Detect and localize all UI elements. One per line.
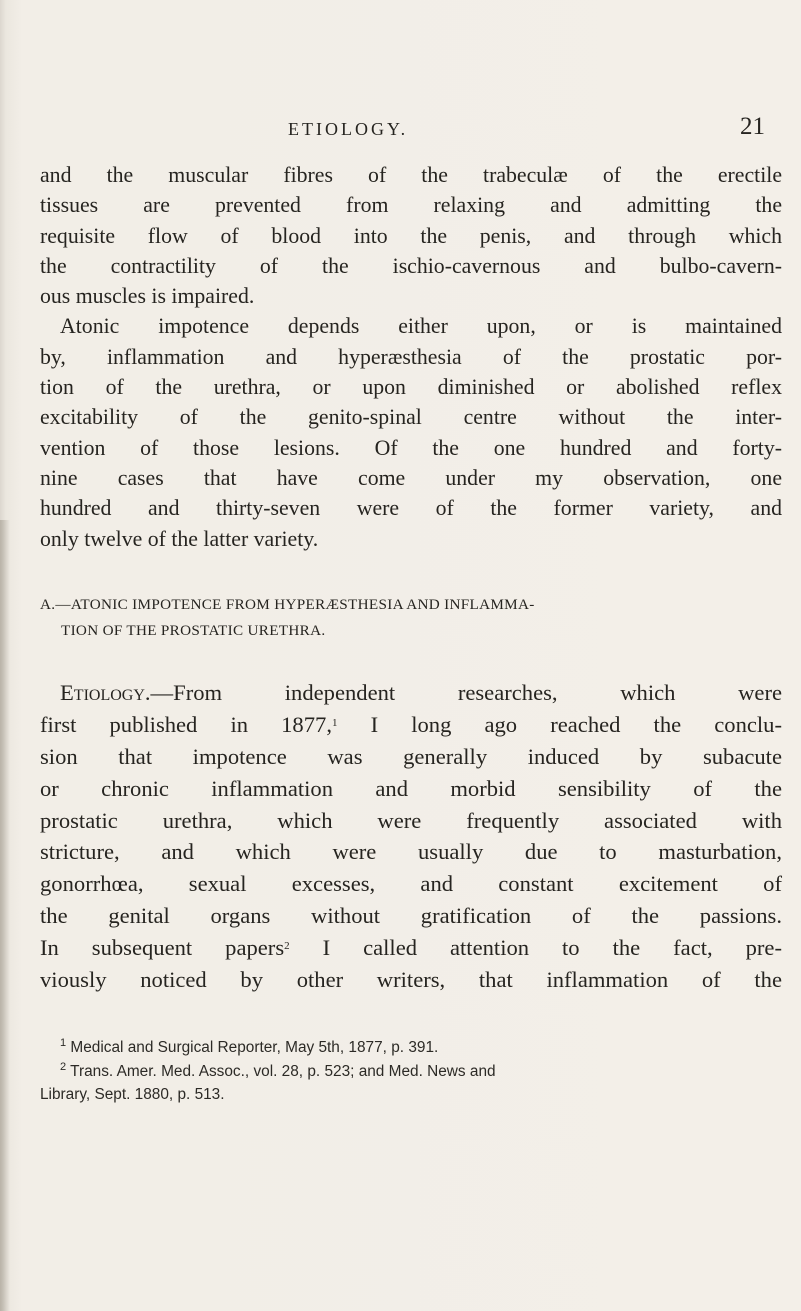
footnotes	[40, 1036, 782, 1107]
footnote-2	[40, 1060, 782, 1084]
text-line	[40, 709, 782, 741]
footnote-2-continuation: Library, Sept. 1880, p. 513.	[40, 1086, 225, 1103]
text-run: I called attention to the fact, pre-	[289, 935, 782, 961]
text-line: gonorrhœa, sexual excesses, and constant excitement of	[40, 871, 782, 897]
text-line: hundred and thirty-seven were of the former variety, and	[40, 496, 782, 521]
page-number: 21	[740, 113, 765, 140]
text-line: nine cases that have come under my observation, one	[40, 465, 782, 490]
footnote-marker: 1	[60, 1037, 67, 1049]
footnote-1	[40, 1036, 782, 1060]
text-line: viously noticed by other writers, that inflammation of the	[40, 967, 782, 993]
footnote-text: Medical and Surgical Reporter, May 5th, 1877, p. 391.	[66, 1039, 439, 1056]
text-line: or chronic inflammation and morbid sensibility of the	[40, 775, 782, 801]
text-line: prostatic urethra, which were frequently associated with	[40, 807, 782, 833]
body-text-upper	[40, 160, 782, 554]
text-line: vention of those lesions. Of the one hundred and forty-	[40, 435, 782, 460]
text-run: I long ago reached the conclu-	[337, 711, 782, 737]
text-line: and the muscular fibres of the trabeculæ of the erectile	[40, 163, 782, 187]
section-heading-line: A.—ATONIC IMPOTENCE FROM HYPERÆSTHESIA AND INFLAMMA-	[40, 596, 535, 613]
body-text-lower	[40, 677, 782, 996]
footnote-reference: 2	[284, 940, 290, 953]
text-line: the contractility of the ischio-cavernous and bulbo-cavern-	[40, 253, 782, 278]
text-run: In subsequent papers	[40, 935, 285, 961]
running-head	[0, 113, 801, 147]
footnote-text: Trans. Amer. Med. Assoc., vol. 28, p. 523; and Med. News and	[66, 1062, 496, 1080]
text-line	[40, 677, 782, 709]
text-line: stricture, and which were usually due to masturbation,	[40, 839, 782, 865]
section-heading-line: TION OF THE PROSTATIC URETHRA.	[61, 622, 326, 639]
text-line: only twelve of the latter variety.	[40, 526, 319, 551]
lead-word: Etiology.	[60, 680, 151, 705]
text-line: excitability of the genito-spinal centre without the inter-	[40, 405, 782, 430]
text-line: Atonic impotence depends either upon, or is maintained	[60, 314, 782, 339]
running-title: ETIOLOGY.	[288, 119, 409, 139]
footnote-reference: 1	[331, 716, 338, 729]
text-line: ous muscles is impaired.	[40, 284, 255, 309]
text-run: —From independent researches, which were	[150, 680, 782, 705]
text-line: sion that impotence was generally induced by subacute	[40, 743, 782, 769]
text-line: the genital organs without gratification of the passions.	[40, 903, 782, 929]
text-line: requisite flow of blood into the penis, and through which	[40, 223, 782, 248]
text-line: tion of the urethra, or upon diminished or abolished reflex	[40, 375, 782, 400]
text-line	[40, 932, 782, 964]
text-run: first published in 1877,	[40, 711, 332, 737]
binding-shadow	[0, 520, 10, 1311]
footnote-marker: 2	[60, 1060, 67, 1073]
section-heading	[40, 592, 782, 644]
text-line: by, inflammation and hyperæsthesia of the prostatic por-	[40, 344, 782, 369]
text-line: tissues are prevented from relaxing and admitting the	[40, 193, 782, 218]
